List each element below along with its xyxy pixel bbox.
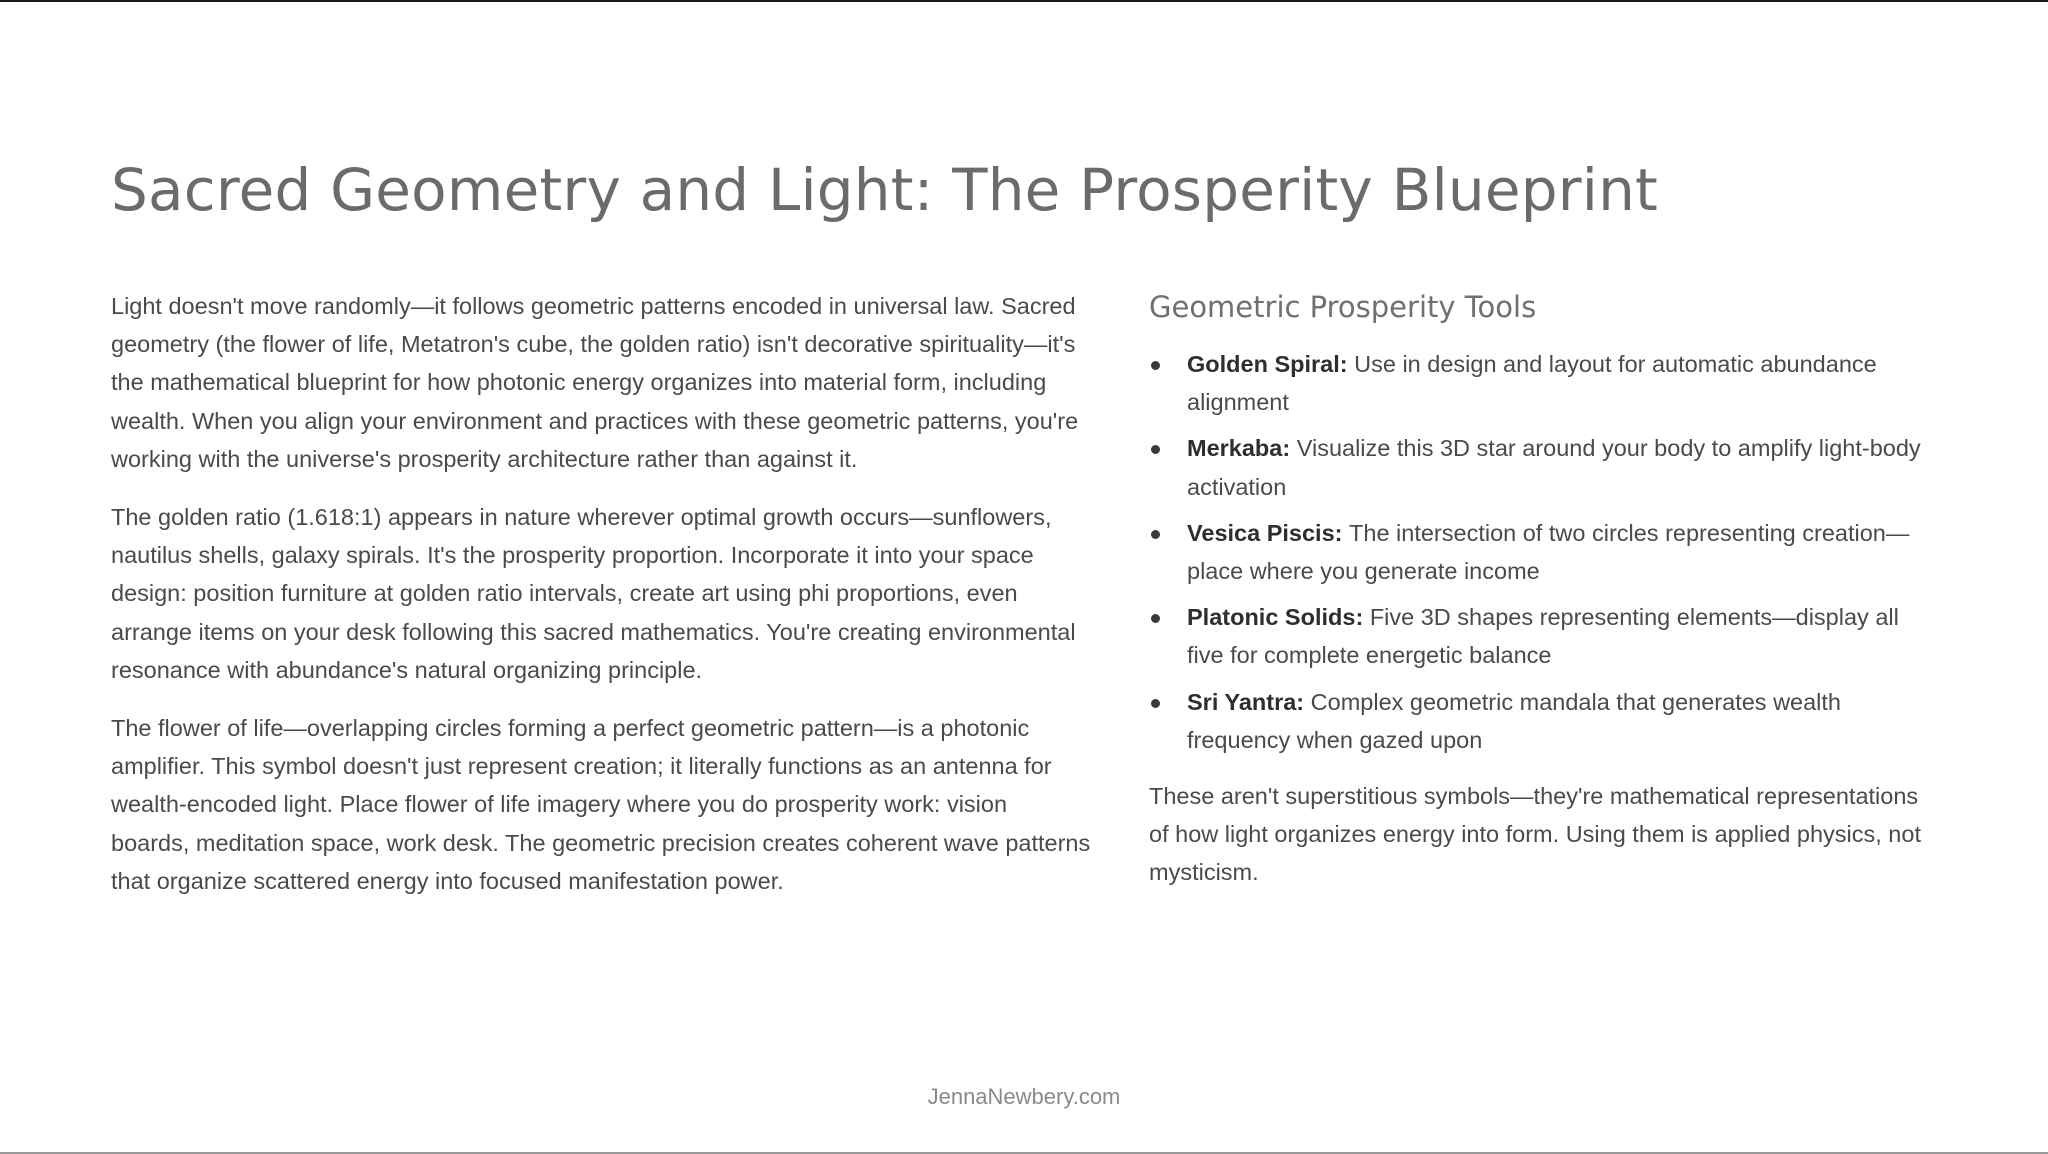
page-title: Sacred Geometry and Light: The Prosperity Blueprint [111, 156, 1659, 224]
list-item-term: Golden Spiral: [1187, 351, 1355, 377]
bullet-icon [1151, 614, 1160, 623]
bullet-icon [1151, 530, 1160, 539]
body-paragraph-3: The flower of life—overlapping circles forming a perfect geometric pattern—is a photonic amplifier. This symbol doesn't just represent creation; it literally functions as an antenna for wealth-encoded light. Place flower of life imagery where you do prosperity work: vision boards, meditation space, work desk. The geometric precision creates coherent wave patterns that organize scattered energy into focused manifestation power. [111, 715, 1091, 894]
closing-paragraph: These aren't superstitious symbols—they're mathematical representations of how light organizes energy into form. Using them is applied physics, not mysticism. [1149, 783, 1921, 886]
main-text-column [111, 287, 1091, 920]
list-item-text: Five 3D shapes representing elements—display all five for complete energetic balance [1187, 604, 1899, 669]
tools-heading: Geometric Prosperity Tools [1149, 290, 1537, 324]
list-item-text: The intersection of two circles representing creation—place where you generate income [1187, 519, 1910, 585]
tools-list [1149, 345, 1939, 759]
top-border [0, 0, 2048, 2]
list-item [1149, 598, 1939, 674]
bullet-icon [1151, 445, 1160, 454]
list-item [1149, 683, 1939, 759]
list-item-text: Use in design and layout for automatic abundance alignment [1187, 351, 1877, 416]
list-item [1149, 345, 1939, 421]
list-item [1149, 429, 1939, 505]
list-item-term: Platonic Solids: [1187, 604, 1370, 631]
bullet-icon [1151, 699, 1160, 708]
list-item-term: Sri Yantra: [1187, 688, 1311, 715]
body-paragraph-1: Light doesn't move randomly—it follows geometric patterns encoded in universal law. Sacred geometry (the flower of life, Metatron's cube, the golden ratio) isn't decorative spirituality—it's the mathematical blueprint for how photonic energy organizes into material form, including wealth. When you align your environment and practices with these geometric patterns, you're working with the universe's prosperity architecture rather than against it. [111, 293, 1079, 472]
list-item-term: Merkaba: [1187, 435, 1297, 462]
tools-column [1149, 287, 1939, 892]
bullet-icon [1151, 361, 1160, 370]
footer-site-name: JennaNewbery.com [927, 1084, 1121, 1109]
body-paragraph-2: The golden ratio (1.618:1) appears in nature wherever optimal growth occurs—sunflowers, nautilus shells, galaxy spirals. It's the prosperity proportion. Incorporate it into your space design: position furniture at golden ratio intervals, create art using phi proportions, even arrange items on your desk following this sacred mathematics. You're creating environmental resonance with abundance's natural organizing principle. [111, 504, 1076, 683]
list-item-term: Vesica Piscis: [1187, 519, 1350, 546]
list-item [1149, 514, 1939, 590]
list-item-text: Visualize this 3D star around your body to amplify light-body activation [1187, 435, 1921, 500]
list-item-text: Complex geometric mandala that generates wealth frequency when gazed upon [1187, 688, 1842, 753]
